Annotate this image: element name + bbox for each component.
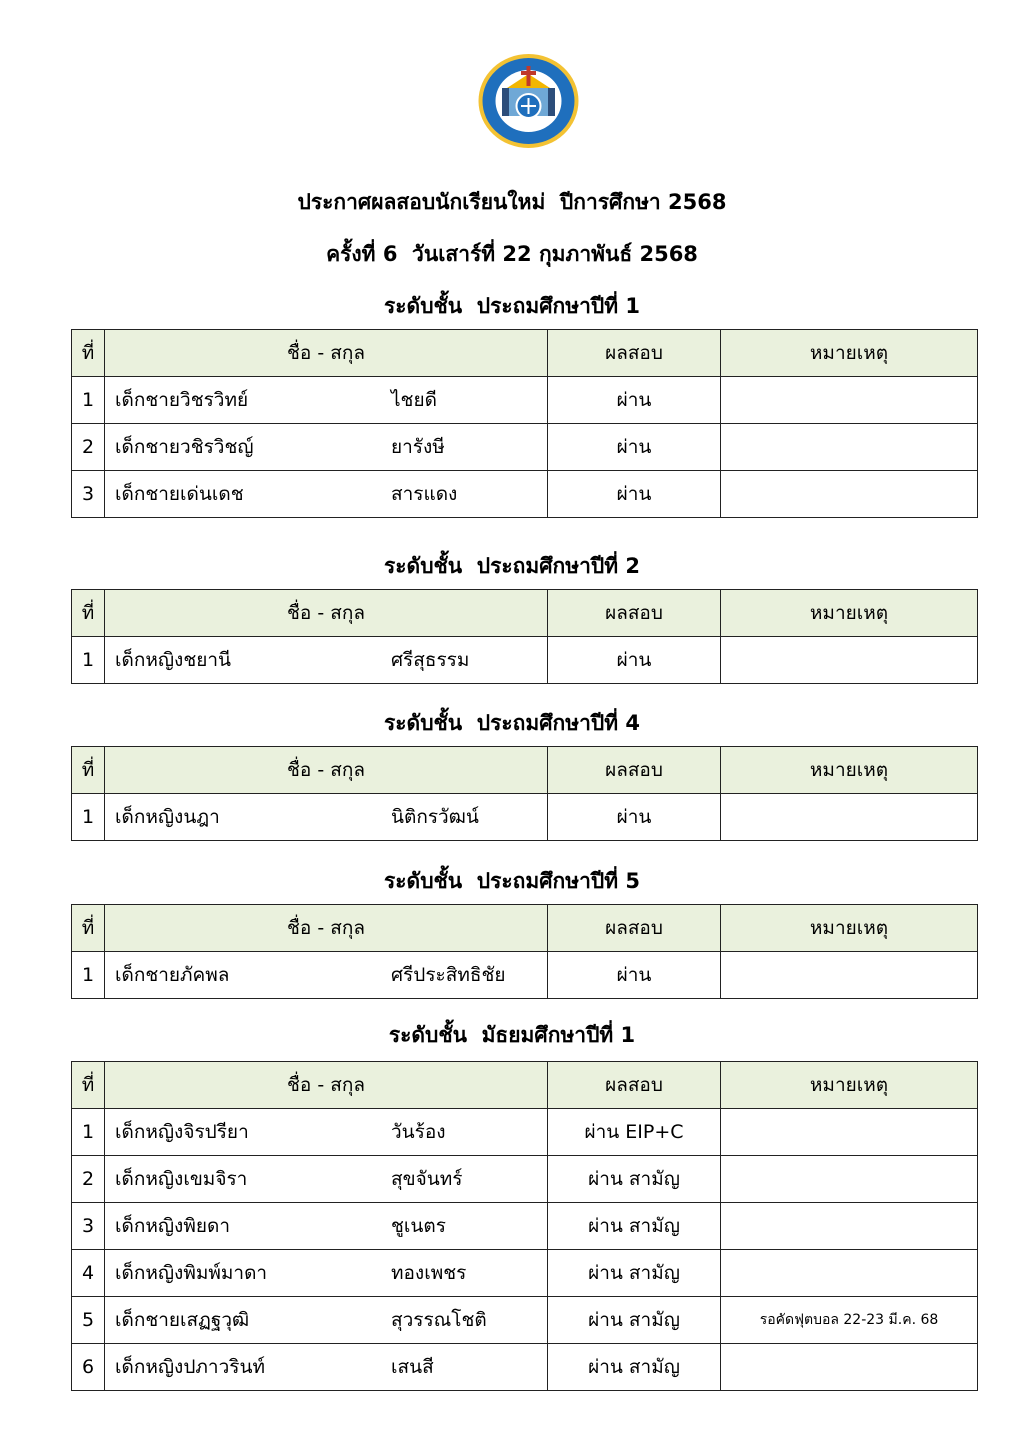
row-number: 2 xyxy=(72,424,105,471)
student-first-name: เด็กชายเสฏฐวุฒิ xyxy=(115,1309,250,1331)
student-last-name: เสนสี xyxy=(391,1356,434,1378)
student-last-name: วันร้อง xyxy=(391,1121,446,1143)
student-name-cell xyxy=(105,424,548,471)
remark xyxy=(721,1250,978,1297)
results-table xyxy=(71,1061,978,1391)
student-last-name: ศรีสุธรรม xyxy=(391,649,470,671)
row-number: 2 xyxy=(72,1156,105,1203)
section-heading: ระดับชั้น ประถมศึกษาปีที่ 5 xyxy=(384,869,640,893)
remark xyxy=(721,471,978,518)
row-number: 6 xyxy=(72,1344,105,1391)
column-header-result: ผลสอบ xyxy=(548,747,721,794)
exam-result: ผ่าน สามัญ xyxy=(548,1344,721,1391)
student-first-name: เด็กชายวชิรวิชญ์ xyxy=(115,436,254,458)
section-heading: ระดับชั้น มัธยมศึกษาปีที่ 1 xyxy=(388,1023,636,1047)
remark xyxy=(721,1109,978,1156)
exam-result: ผ่าน EIP+C xyxy=(548,1109,721,1156)
column-header-name: ชื่อ - สกุล xyxy=(105,1062,548,1109)
remark xyxy=(721,794,978,841)
column-header-note: หมายเหตุ xyxy=(721,590,978,637)
column-header-note: หมายเหตุ xyxy=(721,1062,978,1109)
results-table xyxy=(71,589,978,684)
remark xyxy=(721,1156,978,1203)
student-first-name: เด็กหญิงเขมจิรา xyxy=(115,1168,248,1190)
row-number: 1 xyxy=(72,952,105,999)
results-table xyxy=(71,329,978,518)
exam-result: ผ่าน xyxy=(548,377,721,424)
student-name-cell xyxy=(105,637,548,684)
table-header-row xyxy=(72,747,978,794)
student-name-cell xyxy=(105,1344,548,1391)
row-number: 1 xyxy=(72,1109,105,1156)
table-row xyxy=(72,1297,978,1344)
row-number: 1 xyxy=(72,637,105,684)
column-header-name: ชื่อ - สกุล xyxy=(105,330,548,377)
student-name-cell xyxy=(105,1297,548,1344)
exam-result: ผ่าน xyxy=(548,424,721,471)
student-name-cell xyxy=(105,1203,548,1250)
student-last-name: ยารังษี xyxy=(391,436,445,458)
student-last-name: สุขจันทร์ xyxy=(391,1168,463,1190)
table-row xyxy=(72,471,978,518)
exam-result: ผ่าน xyxy=(548,794,721,841)
exam-result: ผ่าน สามัญ xyxy=(548,1297,721,1344)
remark: รอคัดฟุตบอล 22-23 มี.ค. 68 xyxy=(721,1297,978,1344)
student-name-cell xyxy=(105,952,548,999)
column-header-no: ที่ xyxy=(72,1062,105,1109)
student-last-name: ศรีประสิทธิชัย xyxy=(391,964,506,986)
announcement-subtitle: ครั้งที่ 6 วันเสาร์ที่ 22 กุมภาพันธ์ 2568 xyxy=(326,242,698,266)
student-name-cell xyxy=(105,377,548,424)
remark xyxy=(721,377,978,424)
column-header-note: หมายเหตุ xyxy=(721,330,978,377)
student-first-name: เด็กหญิงชยานี xyxy=(115,649,232,671)
column-header-no: ที่ xyxy=(72,747,105,794)
row-number: 3 xyxy=(72,1203,105,1250)
student-first-name: เด็กชายวิชรวิทย์ xyxy=(115,389,249,411)
table-row xyxy=(72,1344,978,1391)
column-header-result: ผลสอบ xyxy=(548,590,721,637)
table-row xyxy=(72,1250,978,1297)
section-heading: ระดับชั้น ประถมศึกษาปีที่ 4 xyxy=(384,711,640,735)
section-heading: ระดับชั้น ประถมศึกษาปีที่ 1 xyxy=(384,294,640,318)
student-last-name: ชูเนตร xyxy=(391,1215,446,1237)
student-first-name: เด็กชายเด่นเดช xyxy=(115,483,244,505)
column-header-no: ที่ xyxy=(72,590,105,637)
exam-result: ผ่าน xyxy=(548,952,721,999)
column-header-no: ที่ xyxy=(72,330,105,377)
column-header-note: หมายเหตุ xyxy=(721,747,978,794)
remark xyxy=(721,424,978,471)
table-header-row xyxy=(72,905,978,952)
table-row xyxy=(72,377,978,424)
exam-result: ผ่าน สามัญ xyxy=(548,1250,721,1297)
column-header-note: หมายเหตุ xyxy=(721,905,978,952)
section-heading: ระดับชั้น ประถมศึกษาปีที่ 2 xyxy=(384,554,640,578)
student-first-name: เด็กหญิงพิมพ์มาดา xyxy=(115,1262,268,1284)
results-table xyxy=(71,746,978,841)
table-header-row xyxy=(72,1062,978,1109)
exam-result: ผ่าน xyxy=(548,471,721,518)
student-last-name: สุวรรณโชติ xyxy=(391,1309,487,1331)
column-header-result: ผลสอบ xyxy=(548,1062,721,1109)
column-header-name: ชื่อ - สกุล xyxy=(105,747,548,794)
exam-result: ผ่าน สามัญ xyxy=(548,1156,721,1203)
student-first-name: เด็กหญิงจิรปรียา xyxy=(115,1121,249,1143)
student-name-cell xyxy=(105,471,548,518)
remark xyxy=(721,1344,978,1391)
row-number: 3 xyxy=(72,471,105,518)
remark xyxy=(721,637,978,684)
student-first-name: เด็กหญิงปภาวรินท์ xyxy=(115,1356,265,1378)
table-row xyxy=(72,1203,978,1250)
student-last-name: ทองเพชร xyxy=(391,1262,467,1284)
table-header-row xyxy=(72,590,978,637)
exam-result: ผ่าน สามัญ xyxy=(548,1203,721,1250)
student-first-name: เด็กหญิงพิยดา xyxy=(115,1215,230,1237)
student-name-cell xyxy=(105,1109,548,1156)
column-header-result: ผลสอบ xyxy=(548,905,721,952)
student-last-name: ไชยดี xyxy=(391,389,437,411)
column-header-name: ชื่อ - สกุล xyxy=(105,905,548,952)
school-logo xyxy=(477,52,580,150)
student-last-name: นิติกรวัฒน์ xyxy=(391,806,479,828)
table-row xyxy=(72,1109,978,1156)
column-header-no: ที่ xyxy=(72,905,105,952)
column-header-name: ชื่อ - สกุล xyxy=(105,590,548,637)
remark xyxy=(721,952,978,999)
student-last-name: สารแดง xyxy=(391,483,458,505)
results-table xyxy=(71,904,978,999)
student-name-cell xyxy=(105,1156,548,1203)
student-first-name: เด็กชายภัคพล xyxy=(115,964,230,986)
student-name-cell xyxy=(105,1250,548,1297)
table-row xyxy=(72,952,978,999)
table-row xyxy=(72,794,978,841)
row-number: 1 xyxy=(72,794,105,841)
table-row xyxy=(72,424,978,471)
announcement-title: ประกาศผลสอบนักเรียนใหม่ ปีการศึกษา 2568 xyxy=(297,190,727,214)
student-first-name: เด็กหญิงนฎา xyxy=(115,806,220,828)
row-number: 1 xyxy=(72,377,105,424)
exam-result: ผ่าน xyxy=(548,637,721,684)
remark xyxy=(721,1203,978,1250)
table-row xyxy=(72,1156,978,1203)
column-header-result: ผลสอบ xyxy=(548,330,721,377)
table-header-row xyxy=(72,330,978,377)
row-number: 5 xyxy=(72,1297,105,1344)
table-row xyxy=(72,637,978,684)
row-number: 4 xyxy=(72,1250,105,1297)
student-name-cell xyxy=(105,794,548,841)
